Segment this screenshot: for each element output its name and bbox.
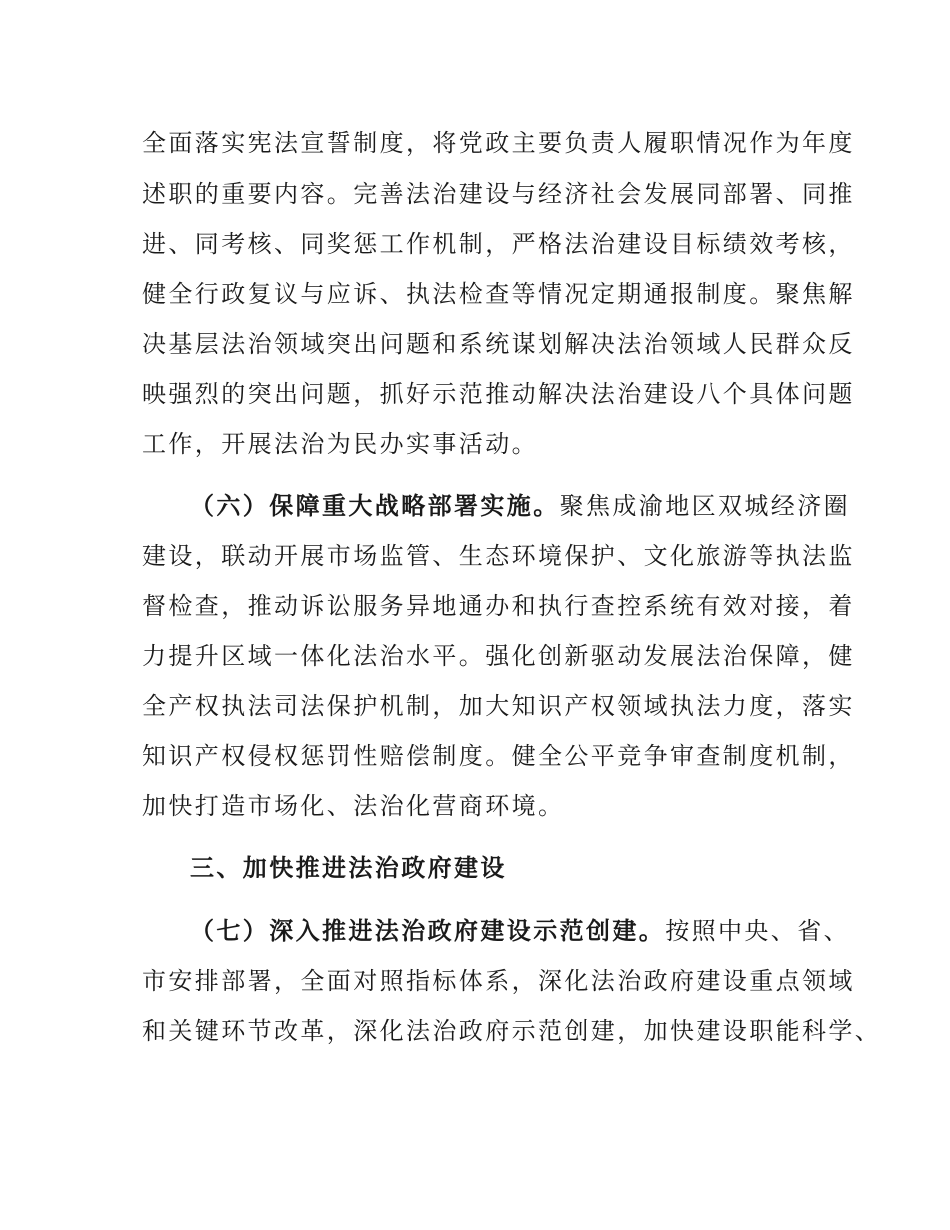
text-line: 述职的重要内容。完善法治建设与经济社会发展同部署、同推 bbox=[142, 180, 855, 208]
text-line: 全产权执法司法保护机制，加大知识产权领域执法力度，落实 bbox=[142, 692, 855, 720]
text-line: 进、同考核、同奖惩工作机制，严格法治建设目标绩效考核， bbox=[142, 230, 855, 258]
text-line: 知识产权侵权惩罚性赔偿制度。健全公平竞争审查制度机制， bbox=[142, 742, 855, 770]
text-line: 力提升区域一体化法治水平。强化创新驱动发展法治保障，健 bbox=[142, 642, 855, 670]
text-line: 建设，联动开展市场监管、生态环境保护、文化旅游等执法监 bbox=[142, 542, 855, 570]
paragraph-first-line bbox=[190, 916, 851, 946]
text-line: 和关键环节改革，深化法治政府示范创建，加快建设职能科学、 bbox=[142, 1017, 882, 1045]
text-line: 工作，开展法治为民办实事活动。 bbox=[142, 430, 538, 458]
subsection-heading: （七）深入推进法治政府建设示范创建。 bbox=[190, 917, 666, 945]
text-span: 按照中央、省、 bbox=[665, 917, 851, 945]
text-line: 映强烈的突出问题，抓好示范推动解决法治建设八个具体问题 bbox=[142, 380, 855, 408]
paragraph-first-line bbox=[190, 491, 851, 521]
text-line: 决基层法治领域突出问题和系统谋划解决法治领域人民群众反 bbox=[142, 330, 855, 358]
section-heading: 三、加快推进法治政府建设 bbox=[190, 854, 507, 882]
text-span: 聚焦成渝地区双城经济圈 bbox=[559, 492, 851, 520]
text-line: 全面落实宪法宣誓制度，将党政主要负责人履职情况作为年度 bbox=[142, 129, 855, 157]
text-line: 加快打造市场化、法治化营商环境。 bbox=[142, 792, 565, 820]
subsection-heading: （六）保障重大战略部署实施。 bbox=[190, 492, 560, 520]
text-line: 督检查，推动诉讼服务异地通办和执行查控系统有效对接，着 bbox=[142, 592, 855, 620]
text-line: 市安排部署，全面对照指标体系，深化法治政府建设重点领域 bbox=[142, 967, 855, 995]
text-line: 健全行政复议与应诉、执法检查等情况定期通报制度。聚焦解 bbox=[142, 280, 855, 308]
